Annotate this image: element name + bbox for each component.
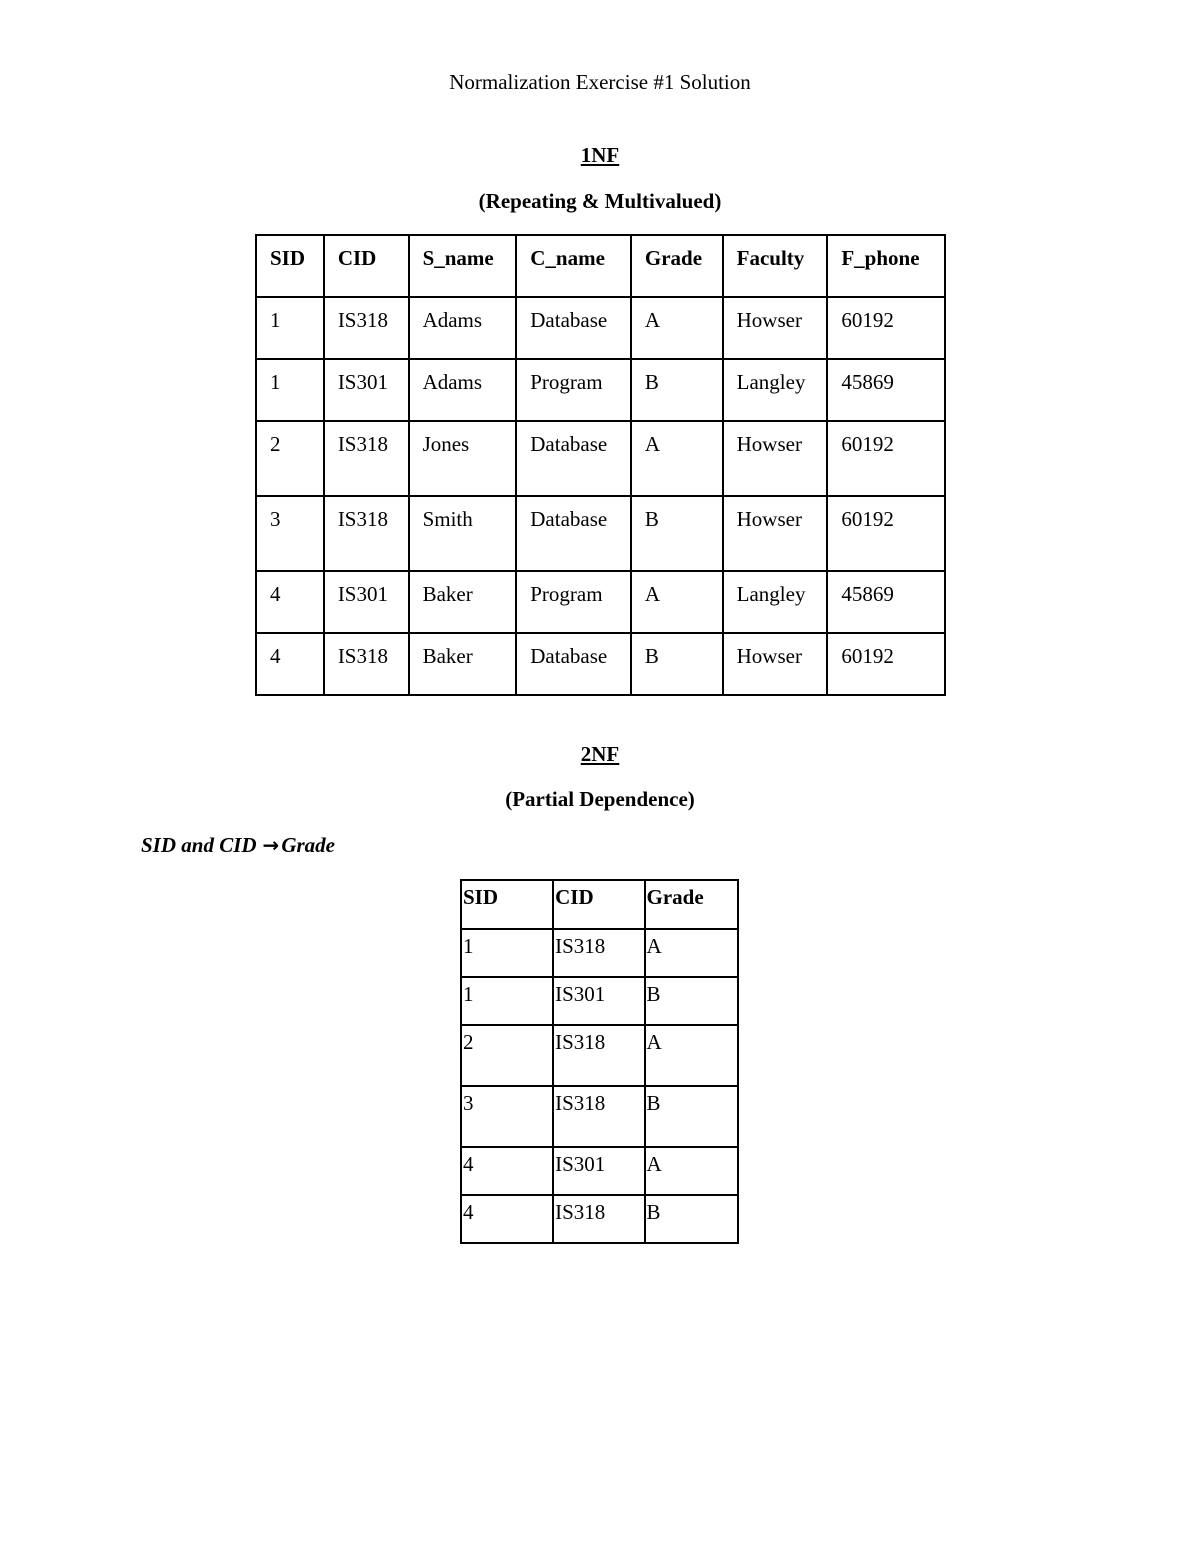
table-cell: Database: [516, 297, 631, 359]
table-cell: Baker: [409, 633, 517, 695]
table-cell: Database: [516, 496, 631, 571]
dependency-determinant: SID and CID: [141, 833, 257, 857]
section-heading-2nf: 2NF: [580, 742, 620, 766]
table-cell: Adams: [409, 359, 517, 421]
table-cell: IS301: [324, 571, 409, 633]
table-cell: A: [645, 1025, 738, 1086]
table-cell: 2: [461, 1025, 553, 1086]
table-cell: 60192: [827, 421, 945, 496]
table-row: [256, 496, 945, 571]
table-cell: B: [645, 1086, 738, 1147]
table-row: [256, 421, 945, 496]
table-cell: IS318: [553, 1086, 644, 1147]
table-cell: B: [645, 977, 738, 1025]
table-cell: 2: [256, 421, 324, 496]
table-cell: Langley: [723, 571, 828, 633]
table-cell: IS318: [324, 496, 409, 571]
table-row: [256, 359, 945, 421]
column-header: SID: [461, 880, 553, 929]
table-cell: 1: [461, 977, 553, 1025]
table-cell: 1: [256, 359, 324, 421]
functional-dependency: [141, 833, 335, 858]
dependency-dependent: Grade: [281, 833, 335, 857]
table-cell: B: [631, 633, 723, 695]
table-row: [461, 1195, 738, 1243]
table-cell: Program: [516, 571, 631, 633]
column-header: F_phone: [827, 235, 945, 297]
table-cell: Howser: [723, 633, 828, 695]
column-header: Grade: [645, 880, 738, 929]
table-cell: B: [631, 496, 723, 571]
table-cell: IS318: [324, 297, 409, 359]
table-cell: A: [631, 421, 723, 496]
table-cell: 60192: [827, 633, 945, 695]
table-cell: IS318: [553, 1025, 644, 1086]
table-cell: IS318: [553, 929, 644, 977]
table-cell: 1: [256, 297, 324, 359]
table-cell: IS318: [553, 1195, 644, 1243]
table-cell: Langley: [723, 359, 828, 421]
column-header: C_name: [516, 235, 631, 297]
table-header-row: [256, 235, 945, 297]
table-cell: IS301: [324, 359, 409, 421]
section-subheading-2nf: (Partial Dependence): [505, 787, 695, 811]
table-row: [461, 929, 738, 977]
table-cell: Howser: [723, 297, 828, 359]
column-header: SID: [256, 235, 324, 297]
table-cell: A: [631, 297, 723, 359]
table-cell: 4: [256, 571, 324, 633]
column-header: CID: [553, 880, 644, 929]
table-row: [461, 1086, 738, 1147]
column-header: S_name: [409, 235, 517, 297]
table-cell: IS301: [553, 977, 644, 1025]
right-arrow-icon: →: [262, 833, 280, 857]
column-header: Grade: [631, 235, 723, 297]
table-cell: Baker: [409, 571, 517, 633]
table-row: [461, 977, 738, 1025]
table-cell: 3: [256, 496, 324, 571]
table-cell: IS318: [324, 421, 409, 496]
table-cell: 4: [256, 633, 324, 695]
table-cell: A: [631, 571, 723, 633]
table-cell: B: [645, 1195, 738, 1243]
table-cell: IS318: [324, 633, 409, 695]
table-cell: Howser: [723, 496, 828, 571]
table-cell: Jones: [409, 421, 517, 496]
table-cell: 45869: [827, 359, 945, 421]
table-row: [256, 633, 945, 695]
table-cell: 60192: [827, 496, 945, 571]
table-row: [461, 1025, 738, 1086]
table-cell: Database: [516, 633, 631, 695]
table-cell: 1: [461, 929, 553, 977]
table-row: [461, 1147, 738, 1195]
section-heading-1nf: 1NF: [580, 143, 620, 167]
table-cell: Program: [516, 359, 631, 421]
table-header-row: [461, 880, 738, 929]
table-cell: 45869: [827, 571, 945, 633]
table-cell: B: [631, 359, 723, 421]
table-2nf: [460, 879, 739, 1244]
table-row: [256, 297, 945, 359]
table-row: [256, 571, 945, 633]
column-header: CID: [324, 235, 409, 297]
section-subheading-1nf: (Repeating & Multivalued): [478, 189, 722, 213]
table-cell: 60192: [827, 297, 945, 359]
table-cell: 4: [461, 1195, 553, 1243]
table-cell: Adams: [409, 297, 517, 359]
document-title: Normalization Exercise #1 Solution: [449, 70, 751, 94]
table-cell: Smith: [409, 496, 517, 571]
table-cell: Database: [516, 421, 631, 496]
table-cell: 4: [461, 1147, 553, 1195]
table-1nf: [255, 234, 946, 696]
table-cell: IS301: [553, 1147, 644, 1195]
table-cell: 3: [461, 1086, 553, 1147]
table-cell: A: [645, 1147, 738, 1195]
table-cell: Howser: [723, 421, 828, 496]
table-cell: A: [645, 929, 738, 977]
column-header: Faculty: [723, 235, 828, 297]
